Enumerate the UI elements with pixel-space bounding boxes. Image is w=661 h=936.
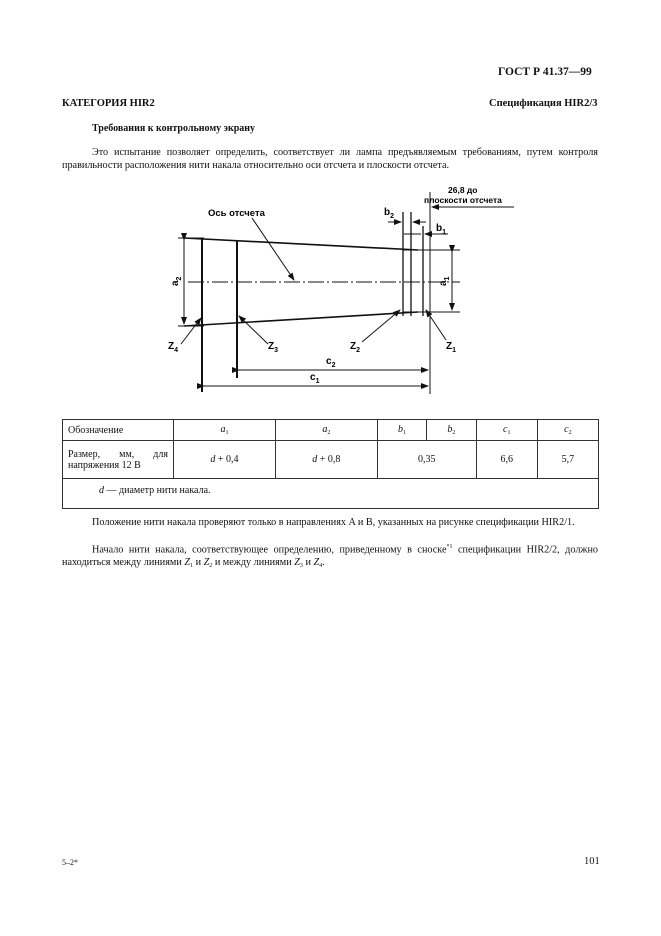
cell-a2: d + 0,8 <box>275 441 377 479</box>
intro-paragraph: Это испытание позволяет определить, соответствует ли лампа предъявляемым требованиям, путем контроля правильности расположения нити накала относительно оси отсчета и плоскости отсчета. <box>62 147 598 171</box>
col-a1: $a_1$ <box>174 420 276 441</box>
label-z3: $Z_3$ <box>268 341 279 354</box>
col-b2: $b_2$ <box>427 420 476 441</box>
col-c2: $c_2$ <box>537 420 598 441</box>
axis-label: Ось отсчета <box>208 208 265 219</box>
cell-a1: d + 0,4 <box>174 441 276 479</box>
section-title: Требования к контрольному экрану <box>92 123 256 134</box>
category-title: КАТЕГОРИЯ HIR2 <box>62 98 155 109</box>
standard-number: ГОСТ Р 41.37—99 <box>498 66 592 78</box>
footer-mark: 5–2* <box>62 858 78 867</box>
table-note: d — диаметр нити накала. <box>63 479 599 509</box>
dimensions-table <box>62 419 599 509</box>
table-header-label: Обозначение <box>63 420 174 441</box>
specification-title: Спецификация HIR2/3 <box>489 98 598 109</box>
leader-z3 <box>239 316 268 344</box>
cell-b: 0,35 <box>377 441 476 479</box>
axis-label-leader <box>252 218 294 280</box>
table-note-row <box>63 479 599 509</box>
label-z2: $Z_2$ <box>350 341 361 354</box>
filament-position-diagram <box>0 0 661 410</box>
leader-z1 <box>426 310 446 340</box>
table-row <box>63 441 599 479</box>
cell-c2: 5,7 <box>537 441 598 479</box>
distance-label-line2: плоскости отсчета <box>424 195 502 205</box>
col-b1: $b_1$ <box>377 420 426 441</box>
cell-c1: 6,6 <box>476 441 537 479</box>
row-label: Размер, мм, для напряжения 12 В <box>63 441 174 479</box>
label-z1: $Z_1$ <box>446 341 457 354</box>
label-b1: $b_1$ <box>436 223 447 236</box>
distance-label-line1: 26,8 до <box>448 185 478 195</box>
col-c1: $c_1$ <box>476 420 537 441</box>
label-a1: $a_1$ <box>438 276 451 286</box>
label-c1: $c_1$ <box>310 372 320 385</box>
label-b2: $b_2$ <box>384 207 395 220</box>
position-paragraph: Положение нити накала проверяют только в направлениях A и B, указанных на рисунке спецификации HIR2/1. <box>92 517 575 528</box>
label-c2: $c_2$ <box>326 356 336 369</box>
cone-upper-edge <box>184 238 418 250</box>
label-a2: $a_2$ <box>170 276 183 286</box>
label-z4: $Z_4$ <box>168 341 179 354</box>
col-a2: $a_2$ <box>275 420 377 441</box>
table-header-row <box>63 420 599 441</box>
filament-start-paragraph: Начало нити накала, соответствующее определению, приведенному в сноске$^{*1}$ спецификации HIR2/2, должно находиться между линиями $Z_1$ и $Z_2$ и между линиями $Z_3$ и $Z_4$. <box>62 544 598 570</box>
page-number: 101 <box>584 856 600 867</box>
